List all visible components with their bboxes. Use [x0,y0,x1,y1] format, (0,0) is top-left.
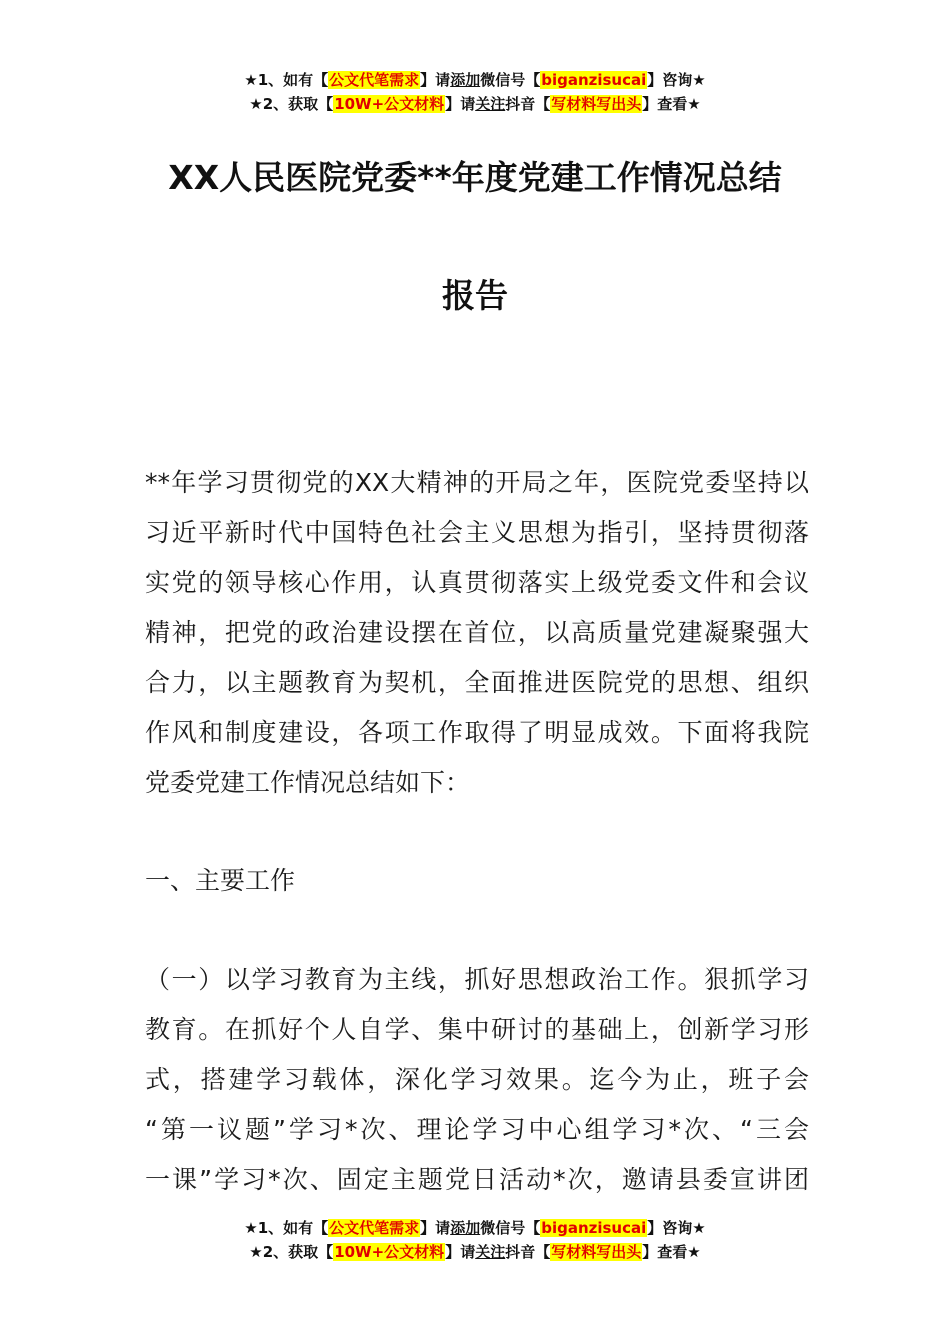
document-title-line-1: XX人民医院党委**年度党建工作情况总结 [168,158,782,197]
footer-promo-banner [0,1216,950,1264]
promo-text: 】咨询★ [647,71,706,89]
paragraph-line: 作风和制度建设，各项工作取得了明显成效。下面将我院 [145,718,809,747]
promo-line-2 [0,92,950,116]
promo-underlined: 关注 [475,95,506,113]
promo-text: 】请 [445,95,476,113]
section-heading-text: 一、主要工作 [145,866,296,895]
promo-highlight-wechat-id: biganzisucai [541,71,647,89]
promo-text: ★1、如有【 [244,1219,329,1237]
paragraph-line: 精神，把党的政治建设摆在首位，以高质量党建凝聚强大 [145,618,809,647]
promo-text: ★2、获取【 [249,1243,334,1261]
promo-underlined: 添加 [450,71,481,89]
paragraph-line: “第一议题”学习*次、理论学习中心组学习*次、“三会 [145,1115,809,1144]
paragraph-line: 式，搭建学习载体，深化学习效果。迄今为止，班子会 [145,1065,809,1094]
paragraph-line: 党委党建工作情况总结如下： [145,768,471,797]
paragraph-line: **年学习贯彻党的XX大精神的开局之年，医院党委坚持以 [145,468,809,497]
promo-line-1 [0,68,950,92]
promo-highlight: 公文代笔需求 [329,1219,420,1237]
promo-text: 抖音【 [505,1243,551,1261]
promo-text: 抖音【 [505,95,551,113]
paragraph-line: 合力，以主题教育为契机，全面推进医院党的思想、组织 [145,668,809,697]
document-title-line-2: 报告 [442,276,508,315]
intro-paragraph [145,458,809,808]
promo-text: 微信号【 [480,1219,541,1237]
header-promo-banner [0,68,950,116]
paragraph-line: （一）以学习教育为主线，抓好思想政治工作。狠抓学习 [145,965,809,994]
section-heading [145,856,809,906]
promo-highlight: 10W+公文材料 [334,1243,445,1261]
promo-text: 】查看★ [642,95,701,113]
promo-text: 】查看★ [642,1243,701,1261]
promo-text: ★1、如有【 [244,71,329,89]
promo-text: 】请 [420,1219,451,1237]
promo-highlight-wechat-id: biganzisucai [541,1219,647,1237]
paragraph-line: 实党的领导核心作用，认真贯彻落实上级党委文件和会议 [145,568,809,597]
paragraph-line: 教育。在抓好个人自学、集中研讨的基础上，创新学习形 [145,1015,809,1044]
promo-text: ★2、获取【 [249,95,334,113]
promo-highlight-douyin: 写材料写出头 [551,95,642,113]
section-paragraph [145,955,809,1205]
paragraph-line: 习近平新时代中国特色社会主义思想为指引，坚持贯彻落 [145,518,809,547]
promo-underlined: 添加 [450,1219,481,1237]
promo-line-1 [0,1216,950,1240]
promo-underlined: 关注 [475,1243,506,1261]
promo-line-2 [0,1240,950,1264]
paragraph-line: 一课”学习*次、固定主题党日活动*次，邀请县委宣讲团 [145,1165,809,1194]
promo-text: 微信号【 [480,71,541,89]
promo-text: 】请 [420,71,451,89]
promo-highlight: 公文代笔需求 [329,71,420,89]
promo-highlight-douyin: 写材料写出头 [551,1243,642,1261]
promo-text: 】请 [445,1243,476,1261]
promo-text: 】咨询★ [647,1219,706,1237]
promo-highlight: 10W+公文材料 [334,95,445,113]
